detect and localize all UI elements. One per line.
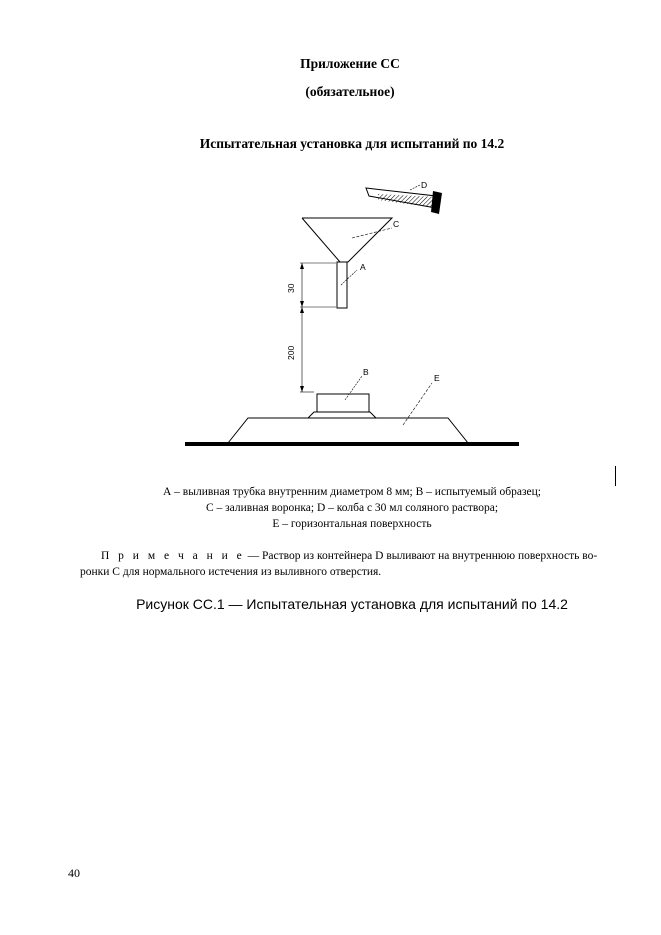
note-text-part2: ронки С для нормального истечения из выливного отверстия.: [80, 566, 382, 578]
specimen-b: [308, 376, 376, 418]
note-lead: П р и м е ч а н и е: [101, 550, 245, 562]
figure-heading: Испытательная установка для испытаний по 14.2: [199, 136, 505, 151]
base-plate: [185, 442, 519, 446]
margin-mark: [615, 466, 616, 486]
legend-line-2: С – заливная воронка; D – колба с 30 мл соляного раствора;: [205, 502, 499, 514]
page-number: 40: [68, 866, 80, 880]
label-c: C: [393, 219, 400, 229]
note-paragraph: [80, 548, 615, 580]
appendix-status: (обязательное): [305, 84, 395, 99]
label-b: B: [363, 367, 369, 377]
note-text-part1: — Раствор из контейнера D выливают на внутреннюю поверхность во-: [244, 550, 598, 562]
legend-line-3: Е – горизонтальная поверхность: [272, 518, 432, 530]
legend-line-1: А – выливная трубка внутренним диаметром 8 мм; В – испытуемый образец;: [163, 486, 541, 498]
appendix-title: Приложение СС: [300, 56, 400, 71]
label-a: A: [360, 262, 366, 272]
dimension-lines: [300, 263, 336, 392]
dimension-200-label: 200: [286, 345, 296, 360]
funnel-c: [302, 218, 392, 262]
dimension-30-label: 30: [286, 283, 296, 293]
flask-d: [366, 185, 442, 214]
label-d: D: [421, 180, 428, 190]
figure-caption: Рисунок СС.1 — Испытательная установка для испытаний по 14.2: [136, 596, 568, 612]
label-e: E: [434, 373, 440, 383]
outlet-tube-a: [337, 262, 357, 308]
